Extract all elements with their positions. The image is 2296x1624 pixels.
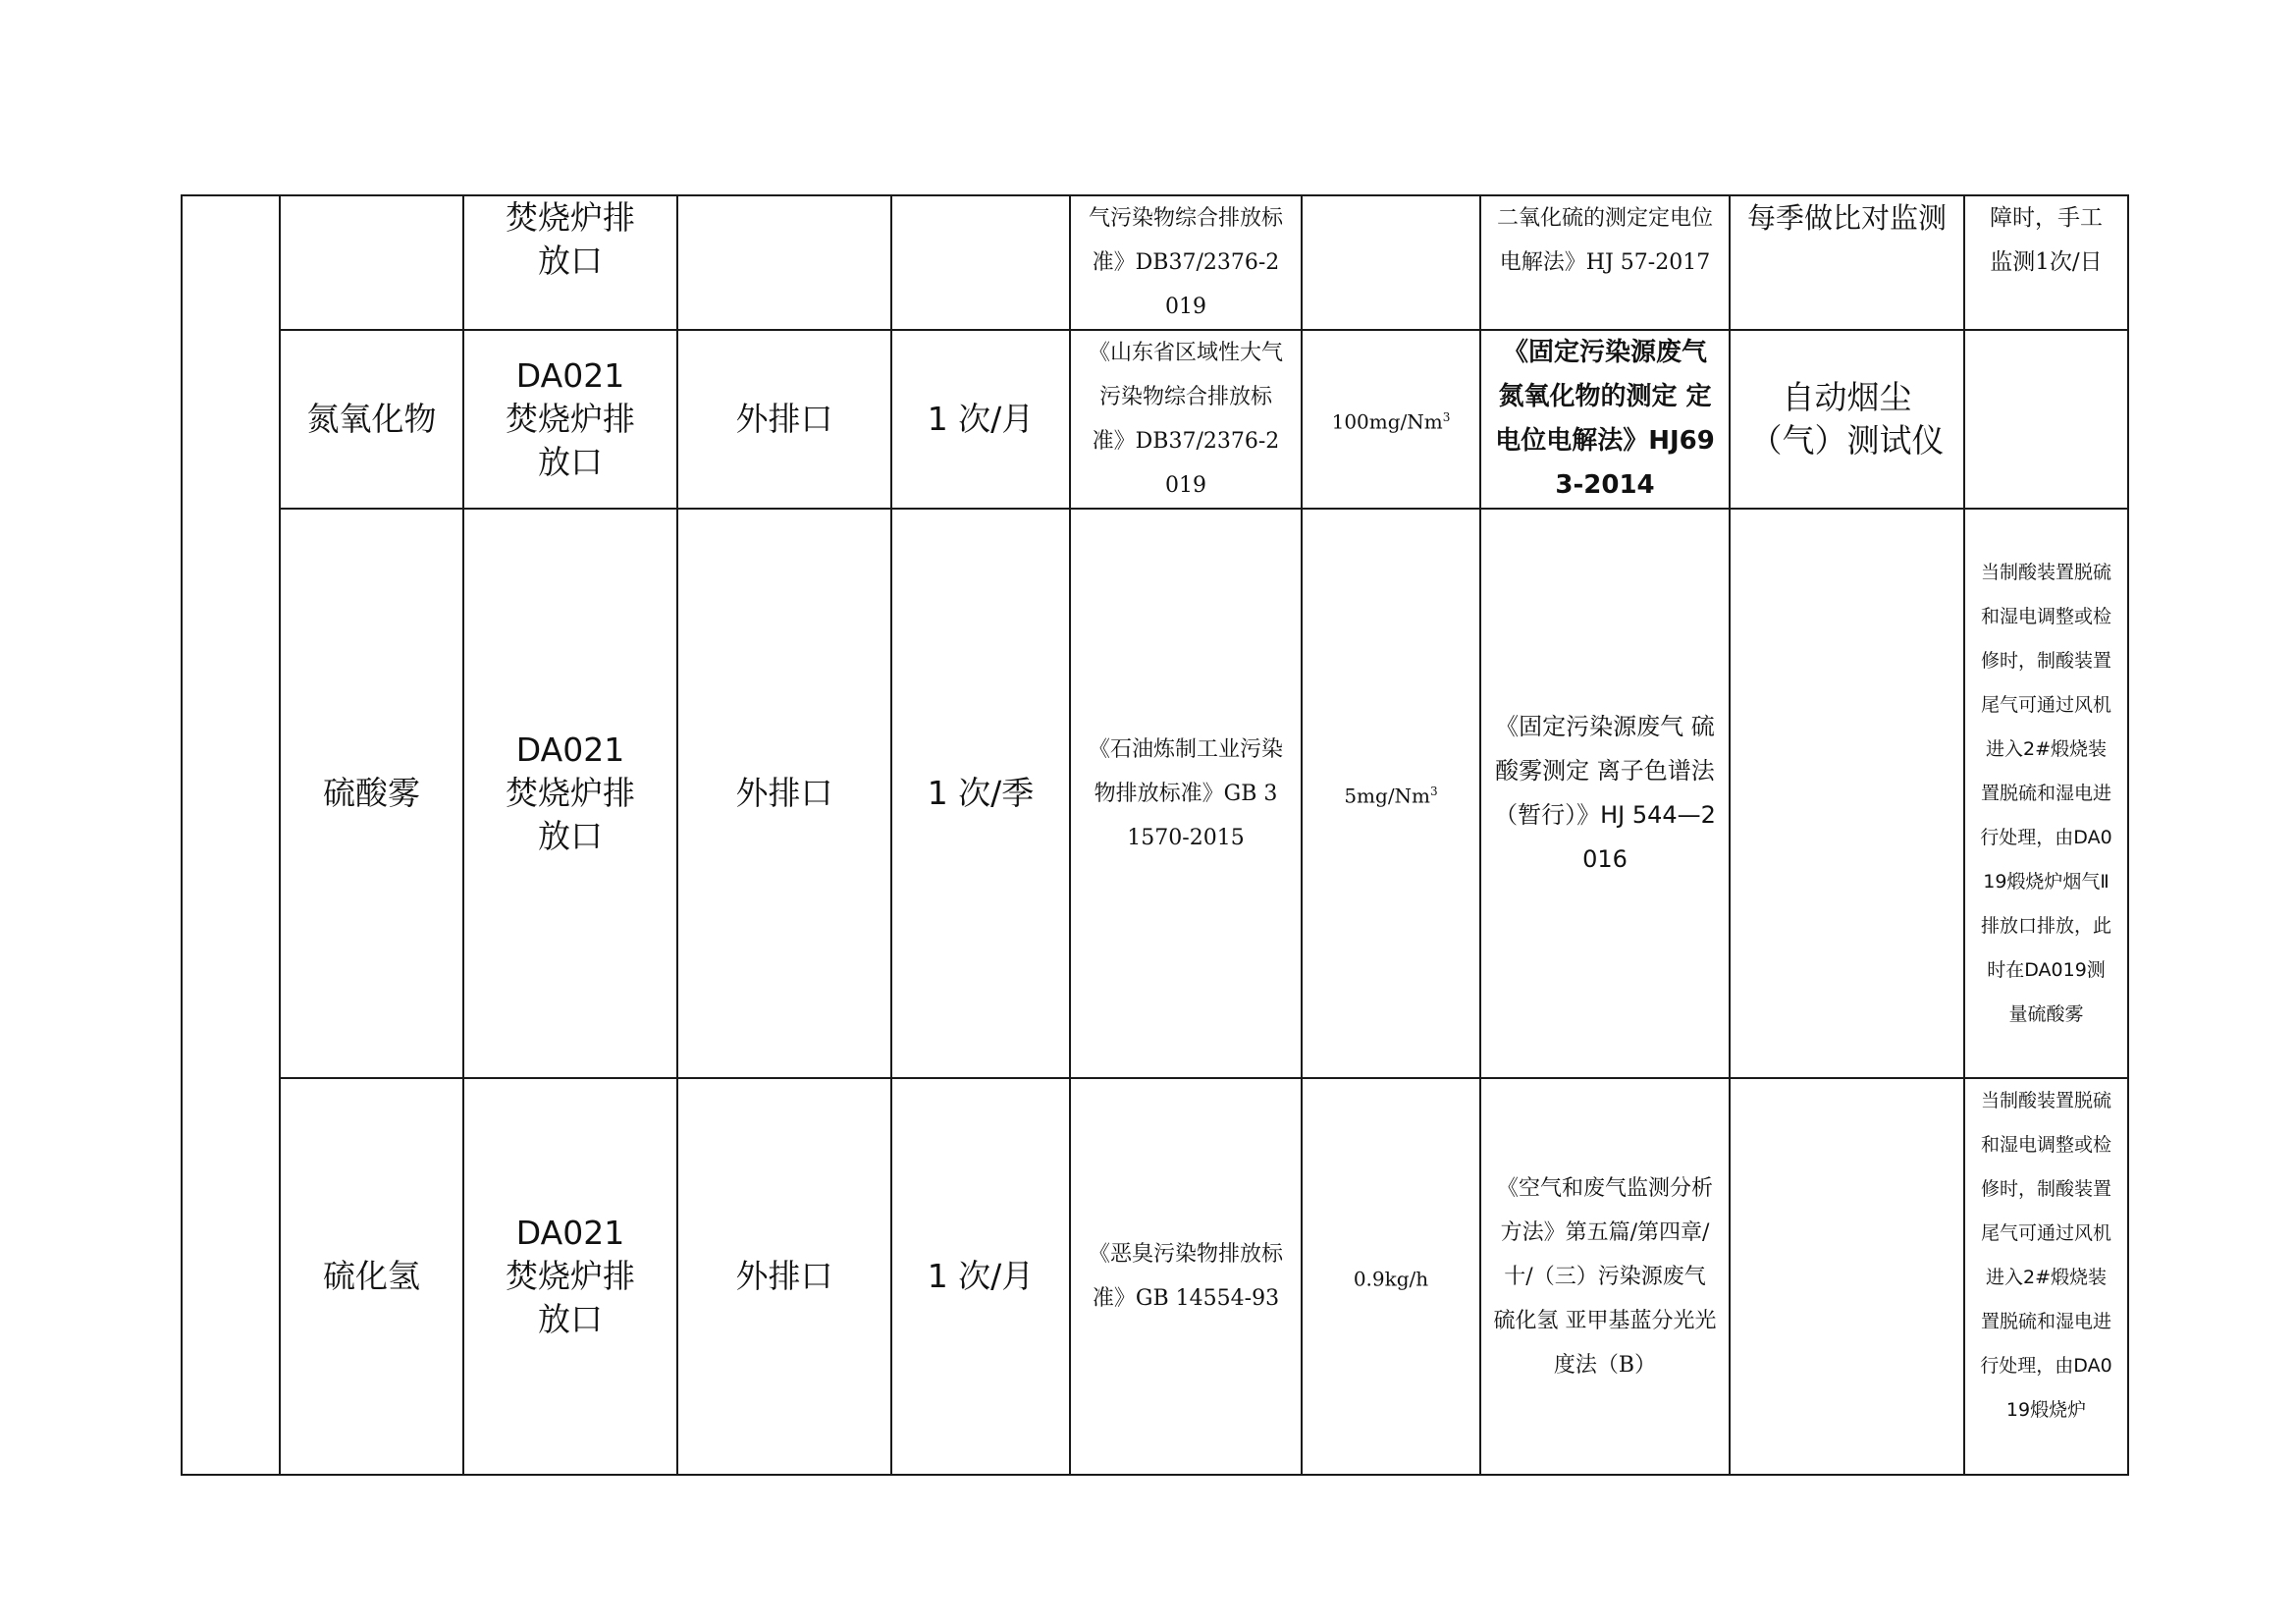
- outlet-type: 外排口: [735, 774, 833, 812]
- remarks: 当制酸装置脱硫和湿电调整或检修时，制酸装置尾气可通过风机进入2#煅烧装置脱硫和湿电进行处理，由DA019煅烧炉: [1980, 1090, 2112, 1421]
- emission-standard: 《恶臭污染物排放标准》GB 14554-93: [1088, 1242, 1283, 1311]
- test-method: 《空气和废气监测分析方法》第五篇/第四章/十/（三）污染源废气 硫化氢 亚甲基蓝分光光度法（B）: [1493, 1175, 1717, 1378]
- category-cell: [182, 195, 280, 1475]
- note-cell: [1964, 195, 2128, 330]
- pollutant-cell: [280, 1078, 463, 1475]
- method-cell: [1480, 1078, 1730, 1475]
- outlet-type: 外排口: [735, 400, 833, 438]
- table-row: [182, 195, 2128, 330]
- emission-standard: 《山东省区域性大气污染物综合排放标准》DB37/2376-2019: [1088, 341, 1283, 498]
- frequency-cell: [891, 330, 1070, 509]
- method-cell: [1480, 330, 1730, 509]
- instrument-cell: [1730, 509, 1964, 1078]
- outlet-cell: [463, 1078, 677, 1475]
- limit-cell: [1302, 195, 1480, 330]
- standard-cell: [1070, 195, 1302, 330]
- monitoring-frequency: 1 次/季: [927, 774, 1035, 812]
- instrument-cell: [1730, 330, 1964, 509]
- outlet-type: 外排口: [735, 1257, 833, 1295]
- remarks: 障时，手工监测1次/日: [1990, 205, 2103, 275]
- note-cell: [1964, 330, 2128, 509]
- monitoring-table: [181, 194, 2129, 1476]
- outlet-name: 焚烧炉排放口: [506, 1257, 635, 1338]
- limit-value: 5mg/Nm$^3$: [1344, 784, 1438, 808]
- limit-value: 0.9kg/h: [1353, 1267, 1429, 1291]
- limit-cell: [1302, 1078, 1480, 1475]
- limit-cell: [1302, 509, 1480, 1078]
- method-cell: [1480, 509, 1730, 1078]
- outlet-code: DA021: [515, 731, 625, 769]
- outlet-name: 焚烧炉排放口: [506, 400, 635, 481]
- instrument: 自动烟尘（气）测试仪: [1749, 378, 1945, 460]
- note-cell: [1964, 1078, 2128, 1475]
- frequency-cell: [891, 195, 1070, 330]
- monitoring-frequency: 1 次/月: [927, 400, 1035, 438]
- outlet-type-cell: [677, 1078, 891, 1475]
- test-method: 《固定污染源废气 氮氧化物的测定 定电位电解法》HJ693-2014: [1495, 338, 1715, 500]
- outlet-cell: [463, 509, 677, 1078]
- pollutant-cell: [280, 195, 463, 330]
- pollutant-cell: [280, 330, 463, 509]
- test-method: 《固定污染源废气 硫酸雾测定 离子色谱法（暂行）》HJ 544—2016: [1494, 713, 1716, 873]
- pollutant-name: 氮氧化物: [306, 400, 437, 438]
- emission-standard: 气污染物综合排放标准》DB37/2376-2019: [1088, 206, 1283, 319]
- pollutant-name: 硫化氢: [323, 1257, 420, 1295]
- frequency-cell: [891, 1078, 1070, 1475]
- pollutant-name: 硫酸雾: [323, 774, 420, 812]
- instrument: 每季做比对监测: [1746, 201, 1947, 235]
- instrument-cell: [1730, 195, 1964, 330]
- standard-cell: [1070, 330, 1302, 509]
- standard-cell: [1070, 509, 1302, 1078]
- outlet-type-cell: [677, 330, 891, 509]
- outlet-cell: [463, 330, 677, 509]
- table-row: [182, 330, 2128, 509]
- outlet-cell: [463, 195, 677, 330]
- test-method: 二氧化硫的测定定电位电解法》HJ 57-2017: [1496, 206, 1713, 275]
- table-row: [182, 1078, 2128, 1475]
- outlet-code: DA021: [515, 1214, 625, 1252]
- outlet-name: 焚烧炉排放口: [506, 774, 635, 855]
- emission-standard: 《石油炼制工业污染物排放标准》GB 31570-2015: [1088, 736, 1283, 850]
- limit-cell: [1302, 330, 1480, 509]
- standard-cell: [1070, 1078, 1302, 1475]
- table-row: [182, 509, 2128, 1078]
- monitoring-frequency: 1 次/月: [927, 1257, 1035, 1295]
- outlet-code: DA021: [515, 356, 625, 395]
- pollutant-cell: [280, 509, 463, 1078]
- method-cell: [1480, 195, 1730, 330]
- note-cell: [1964, 509, 2128, 1078]
- remarks: 当制酸装置脱硫和湿电调整或检修时，制酸装置尾气可通过风机进入2#煅烧装置脱硫和湿电进行处理，由DA019煅烧炉烟气Ⅱ排放口排放，此时在DA019测量硫酸雾: [1980, 561, 2112, 1025]
- outlet-type-cell: [677, 195, 891, 330]
- frequency-cell: [891, 509, 1070, 1078]
- outlet-type-cell: [677, 509, 891, 1078]
- instrument-cell: [1730, 1078, 1964, 1475]
- limit-value: 100mg/Nm$^3$: [1331, 409, 1451, 434]
- outlet-name: 焚烧炉排放口: [506, 198, 635, 280]
